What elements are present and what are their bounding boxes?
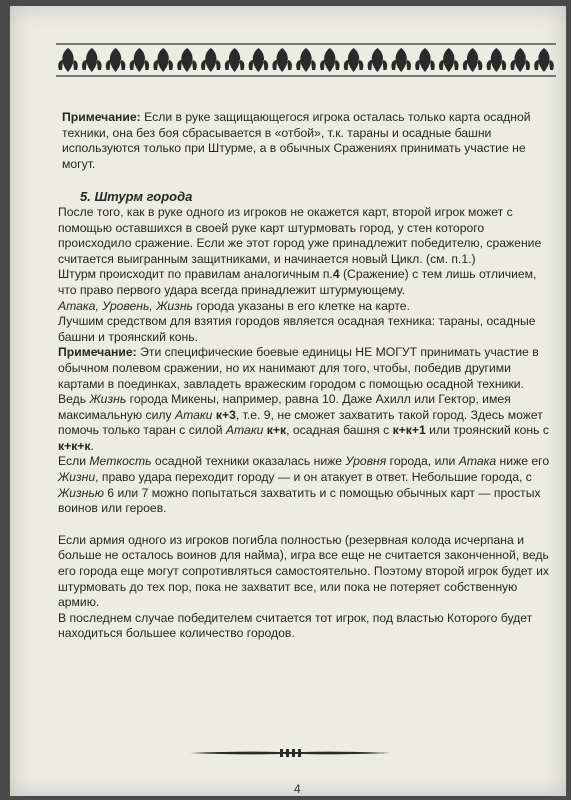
- note-label: Примечание:: [62, 110, 141, 124]
- paragraph-5: [58, 392, 556, 454]
- paragraph-1: После того, как в руке одного из игроков не окажется карт, второй игрок может с помощью оставшихся в своей руке карт штурмовать город, у стен которого происходило сражение. Если же этот город уже принадлежит победителю, сражение считается выигранным защитниками, и начинается новый Цикл. (см. п.1.): [58, 204, 542, 266]
- ornament-palmette: [82, 48, 102, 72]
- paragraph-7: Если армия одного из игроков погибла полностью (резервная колода исчерпана и больше не осталось воинов для найма), игра все еще не считается законченной, ведь его города еще могут сопротивляться самостоятельно. Поэтому второй игрок будет их штурмовать до тех пор, пока не захватит все, или пока не потеряет собственную армию.: [58, 532, 550, 610]
- ornament-palmette: [463, 48, 483, 72]
- paragraph-3-text: города указаны в его клетке на карте.: [192, 298, 410, 313]
- paragraph-2: [58, 267, 556, 298]
- text-segment: или троянский конь с: [425, 423, 549, 438]
- ornament-palmette: [439, 48, 459, 72]
- note-label-2: Примечание:: [58, 345, 137, 360]
- text-segment: к+к: [263, 423, 287, 438]
- note-paragraph-1: [58, 110, 556, 172]
- ornament-palmette: [106, 48, 126, 72]
- paragraph-3: [58, 299, 556, 315]
- text-segment: Атаки: [225, 423, 264, 438]
- ornament-palmette: [534, 48, 554, 72]
- paragraph-2-text-c: (Сражение) с тем лишь отличием, что право первого удара всегда принадлежит штурмующему.: [58, 267, 537, 297]
- text-segment: осадной техники оказалась ниже: [151, 454, 346, 469]
- ornament-palmette: [177, 48, 197, 72]
- text-segment: к+к+к: [58, 438, 91, 453]
- paragraph-8: В последнем случае победителем считается тот игрок, под властью Которого будет находиться большее количество городов.: [58, 610, 533, 641]
- text-segment: Атака: [458, 454, 497, 469]
- ornament-palmette: [415, 48, 435, 72]
- text-segment: Уровня: [345, 454, 387, 469]
- ornament-palmette: [510, 48, 530, 72]
- note-text: Если в руке защищающегося игрока осталась только карта осадной техники, она без боя сбрасывается в «отбой», т.к. тараны и осадные башни используются только при Штурме, а в обычных Сражениях принимать участие не могут.: [62, 110, 531, 171]
- ornament-palmette: [487, 48, 507, 72]
- decorative-ornament-border: [56, 40, 556, 80]
- text-segment: , осадная башня с: [286, 423, 393, 438]
- section-heading: 5. Штурм города: [80, 189, 193, 205]
- text-segment: к+3: [212, 407, 236, 422]
- ornament-palmette: [368, 48, 388, 72]
- paragraph-4: Лучшим средством для взятия городов является осадная техника: тараны, осадные башни и троянский конь.: [58, 314, 536, 344]
- paragraph-2-number: 4: [332, 267, 340, 282]
- note-text-2: Эти специфические боевые единицы НЕ МОГУТ принимать участие в обычном полевом сражении, но их нанимают для того, чтобы, победив другими картами в поединках, завладеть вражеским городом с помощью осадной техники.: [58, 345, 539, 391]
- text-segment: , т.е. 9, не сможет захватить такой город. Здесь может помочь только таран с силой: [58, 407, 543, 438]
- decorative-divider: [190, 746, 390, 760]
- text-segment: к+к+1: [392, 423, 426, 438]
- page-content: [58, 110, 556, 642]
- ornament-palmette: [153, 48, 173, 72]
- ornament-palmette: [225, 48, 245, 72]
- ornament-palmette: [130, 48, 150, 72]
- ornament-palmette: [58, 48, 78, 72]
- text-segment: Меткость: [89, 454, 152, 469]
- page-number: 4: [294, 782, 301, 796]
- ornament-palmette: [391, 48, 411, 72]
- text-segment: ниже его: [496, 454, 550, 469]
- ornament-palmette: [249, 48, 269, 72]
- text-segment: Ведь: [58, 392, 90, 407]
- ornament-palmette: [272, 48, 292, 72]
- paragraph-6: [58, 454, 556, 516]
- ornament-palmette: [296, 48, 316, 72]
- ornament-palmette: [320, 48, 340, 72]
- text-segment: города, или: [386, 454, 459, 469]
- text-segment: .: [90, 438, 94, 453]
- paragraph-3-stats: Атака, Уровень, Жизнь: [58, 298, 193, 313]
- text-segment: Жизнь: [89, 392, 127, 407]
- text-segment: Жизнью: [58, 485, 104, 500]
- text-segment: Если: [58, 454, 90, 469]
- ornament-palmette: [344, 48, 364, 72]
- text-segment: 6 или 7 можно попытаться захватить и с помощью обычных карт — простых воинов или героев.: [58, 485, 541, 516]
- paragraph-2-text-a: Штурм происходит по правилам аналогичным п.: [58, 267, 333, 282]
- text-segment: города Микены, например, равна 10. Даже Ахилл или Гектор, имея максимальную силу: [58, 392, 511, 422]
- ornament-palmette: [201, 48, 221, 72]
- document-page: [10, 6, 566, 796]
- text-segment: , право удара переходит городу — и он атакует в ответ. Небольшие города, с: [95, 470, 532, 485]
- note-paragraph-2: [58, 345, 556, 392]
- text-segment: Атаки: [175, 407, 213, 422]
- text-segment: Жизни: [58, 470, 96, 485]
